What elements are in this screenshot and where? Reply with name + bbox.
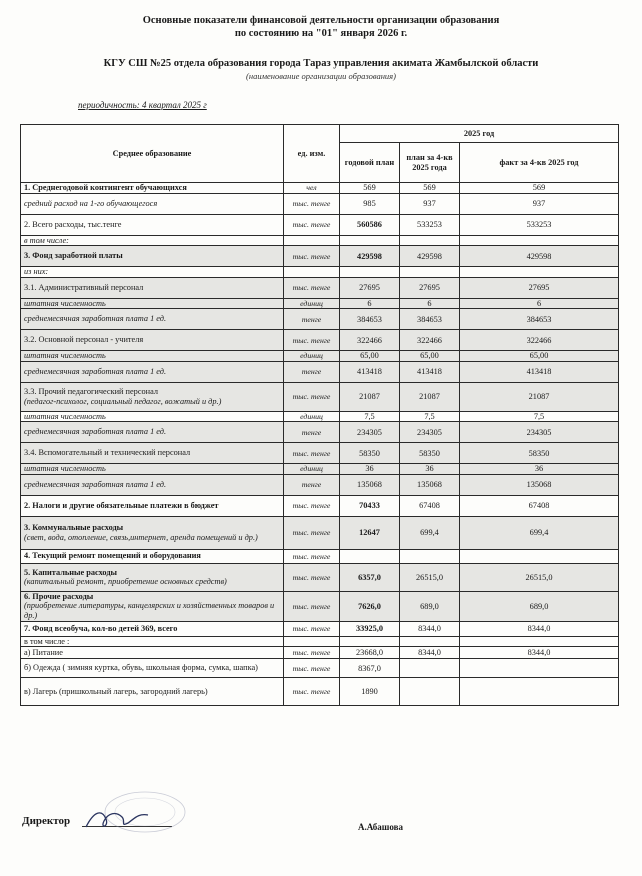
row-annual-plan: 36 xyxy=(340,464,400,475)
row-quarter-plan: 36 xyxy=(400,464,460,475)
row-quarter-plan: 67408 xyxy=(400,495,460,516)
row-quarter-fact: 322466 xyxy=(460,330,619,351)
row-annual-plan: 21087 xyxy=(340,382,400,411)
row-quarter-plan: 8344,0 xyxy=(400,621,460,636)
row-name-text: штатная численность xyxy=(24,464,106,473)
row-quarter-plan: 429598 xyxy=(400,246,460,267)
table-row xyxy=(21,183,619,194)
table-row xyxy=(21,330,619,351)
row-annual-plan xyxy=(340,636,400,647)
row-name xyxy=(21,563,284,591)
row-quarter-fact: 58350 xyxy=(460,443,619,464)
table-row xyxy=(21,591,619,621)
row-quarter-fact: 699,4 xyxy=(460,516,619,549)
director-name: А.Абашова xyxy=(358,822,404,832)
row-name xyxy=(21,678,284,706)
row-name xyxy=(21,636,284,647)
row-annual-plan: 23668,0 xyxy=(340,647,400,659)
row-name-detail: (педагог-психолог, социальный педагог, вожатый и др.) xyxy=(24,396,222,406)
table-row xyxy=(21,277,619,298)
row-annual-plan: 65,00 xyxy=(340,351,400,362)
row-name-text: штатная численность xyxy=(24,298,106,308)
row-name-text: в том числе : xyxy=(24,636,70,646)
row-name-text: 3.4. Вспомогательный и технический персонал xyxy=(24,448,191,458)
row-name xyxy=(21,621,284,636)
row-unit: тыс. тенге xyxy=(284,678,340,706)
row-quarter-plan xyxy=(400,549,460,563)
row-unit: тыс. тенге xyxy=(284,443,340,464)
row-name xyxy=(21,591,284,621)
header-col-plan: план за 4-кв 2025 года xyxy=(400,143,460,183)
table-row xyxy=(21,298,619,309)
table-row xyxy=(21,193,619,214)
periodicity: периодичность: 4 квартал 2025 г xyxy=(78,100,207,110)
row-name xyxy=(21,235,284,246)
row-quarter-plan: 135068 xyxy=(400,474,460,495)
row-unit xyxy=(284,636,340,647)
table-row xyxy=(21,659,619,678)
row-name xyxy=(21,443,284,464)
table-row xyxy=(21,235,619,246)
row-quarter-plan xyxy=(400,267,460,278)
row-quarter-plan: 21087 xyxy=(400,382,460,411)
row-name-text: 3.3. Прочий педагогический персонал xyxy=(24,387,158,396)
row-unit: тенге xyxy=(284,361,340,382)
row-quarter-fact: 135068 xyxy=(460,474,619,495)
row-unit: тыс. тенге xyxy=(284,277,340,298)
row-unit: тыс. тенге xyxy=(284,549,340,563)
row-name xyxy=(21,351,284,362)
row-quarter-fact: 569 xyxy=(460,183,619,194)
row-name-text: 1. Среднегодовой контингент обучающихся xyxy=(24,183,187,192)
row-name xyxy=(21,659,284,678)
row-quarter-fact: 234305 xyxy=(460,422,619,443)
table-body xyxy=(21,183,619,706)
row-name xyxy=(21,422,284,443)
row-quarter-fact: 429598 xyxy=(460,246,619,267)
header-col-fact: факт за 4-кв 2025 год xyxy=(460,143,619,183)
row-name xyxy=(21,309,284,330)
row-unit: единиц xyxy=(284,464,340,475)
row-quarter-fact: 533253 xyxy=(460,214,619,235)
row-quarter-plan xyxy=(400,659,460,678)
row-annual-plan: 429598 xyxy=(340,246,400,267)
table-row xyxy=(21,474,619,495)
row-unit: тыс. тенге xyxy=(284,495,340,516)
row-unit: тыс. тенге xyxy=(284,246,340,267)
table-row xyxy=(21,621,619,636)
row-name xyxy=(21,361,284,382)
row-name xyxy=(21,647,284,659)
director-signature xyxy=(82,805,152,835)
row-name-text: 6. Прочие расходы xyxy=(24,591,94,601)
row-name xyxy=(21,516,284,549)
row-name-text: среднемесячная заработная плата 1 ед. xyxy=(24,314,167,324)
row-quarter-plan xyxy=(400,678,460,706)
row-annual-plan: 7626,0 xyxy=(340,591,400,621)
row-name-text: 3. Фонд заработной платы xyxy=(24,251,123,261)
row-annual-plan: 413418 xyxy=(340,361,400,382)
row-unit: единиц xyxy=(284,351,340,362)
row-unit: тыс. тенге xyxy=(284,193,340,214)
row-quarter-plan: 8344,0 xyxy=(400,647,460,659)
table-row xyxy=(21,309,619,330)
table-row xyxy=(21,678,619,706)
table-row xyxy=(21,246,619,267)
row-name xyxy=(21,549,284,563)
row-annual-plan: 8367,0 xyxy=(340,659,400,678)
title-line-2: по состоянию на "01" января 2026 г. xyxy=(234,28,408,39)
row-quarter-plan: 689,0 xyxy=(400,591,460,621)
row-annual-plan: 135068 xyxy=(340,474,400,495)
row-annual-plan: 27695 xyxy=(340,277,400,298)
row-name-text: 3.1. Административный персонал xyxy=(24,282,144,292)
row-name xyxy=(21,495,284,516)
row-quarter-fact: 8344,0 xyxy=(460,621,619,636)
row-quarter-plan: 533253 xyxy=(400,214,460,235)
row-quarter-fact: 26515,0 xyxy=(460,563,619,591)
row-unit: тыс. тенге xyxy=(284,591,340,621)
row-name-text: 3. Коммунальные расходы xyxy=(24,523,124,532)
table-row xyxy=(21,464,619,475)
row-name-text: а) Питание xyxy=(24,647,63,657)
row-name-detail: (свет, вода, отопление, связь,интернет, аренда помещений и др.) xyxy=(24,532,258,542)
row-quarter-plan: 26515,0 xyxy=(400,563,460,591)
director-label: Директор xyxy=(22,815,71,827)
row-name-text: из них: xyxy=(24,267,49,276)
row-quarter-fact xyxy=(460,549,619,563)
table-row xyxy=(21,351,619,362)
row-name-text: в том числе: xyxy=(24,235,69,245)
row-quarter-fact: 7,5 xyxy=(460,411,619,422)
table-row xyxy=(21,516,619,549)
row-name-text: 5. Капитальные расходы xyxy=(24,567,118,577)
row-name-text: 3.2. Основной персонал - учителя xyxy=(24,335,144,345)
row-name xyxy=(21,267,284,278)
row-quarter-fact xyxy=(460,678,619,706)
row-annual-plan: 384653 xyxy=(340,309,400,330)
row-name xyxy=(21,464,284,475)
row-quarter-fact: 67408 xyxy=(460,495,619,516)
row-annual-plan: 560586 xyxy=(340,214,400,235)
row-quarter-fact: 8344,0 xyxy=(460,647,619,659)
row-quarter-plan: 569 xyxy=(400,183,460,194)
row-name xyxy=(21,382,284,411)
table-row xyxy=(21,214,619,235)
table-row xyxy=(21,267,619,278)
row-unit: тыс. тенге xyxy=(284,330,340,351)
row-annual-plan xyxy=(340,235,400,246)
row-annual-plan xyxy=(340,549,400,563)
row-quarter-fact: 65,00 xyxy=(460,351,619,362)
row-annual-plan: 985 xyxy=(340,193,400,214)
row-unit xyxy=(284,267,340,278)
row-name-text: б) Одежда ( зимняя куртка, обувь, школьная форма, сумка, шапка) xyxy=(24,663,258,673)
row-annual-plan: 12647 xyxy=(340,516,400,549)
row-name-text: штатная численность xyxy=(24,411,106,421)
table-row xyxy=(21,495,619,516)
row-name-text: среднемесячная заработная плата 1 ед. xyxy=(24,427,167,437)
row-quarter-plan: 7,5 xyxy=(400,411,460,422)
row-name xyxy=(21,193,284,214)
row-quarter-plan: 937 xyxy=(400,193,460,214)
row-name-detail: (приобретение литературы, канцелярских и хозяйственных товаров и др.) xyxy=(24,601,275,620)
row-annual-plan: 33925,0 xyxy=(340,621,400,636)
row-name xyxy=(21,277,284,298)
row-name xyxy=(21,474,284,495)
row-annual-plan: 322466 xyxy=(340,330,400,351)
row-name-text: 4. Текущий ремонт помещений и оборудования xyxy=(24,551,201,561)
row-name-text: 7. Фонд всеобуча, кол-во детей 369, всего xyxy=(24,623,178,633)
row-quarter-plan: 322466 xyxy=(400,330,460,351)
row-name-text: 2. Всего расходы, тыс.тенге xyxy=(24,219,122,229)
table-row xyxy=(21,422,619,443)
row-unit: единиц xyxy=(284,411,340,422)
row-quarter-plan: 413418 xyxy=(400,361,460,382)
organization-caption: (наименование организации образования) xyxy=(246,71,396,81)
row-quarter-fact: 937 xyxy=(460,193,619,214)
row-annual-plan: 70433 xyxy=(340,495,400,516)
table-row xyxy=(21,549,619,563)
header-year-group: 2025 год xyxy=(340,125,619,143)
row-name-detail: (капитальный ремонт, приобретение основных средств) xyxy=(24,577,227,586)
row-unit: единиц xyxy=(284,298,340,309)
row-quarter-plan: 27695 xyxy=(400,277,460,298)
row-name-text: в) Лагерь (пришкольный лагерь, загородний лагерь) xyxy=(24,686,208,696)
row-quarter-plan: 65,00 xyxy=(400,351,460,362)
row-quarter-fact: 413418 xyxy=(460,361,619,382)
row-unit: чел xyxy=(284,183,340,194)
row-unit: тыс. тенге xyxy=(284,647,340,659)
row-name-text: среднемесячная заработная плата 1 ед. xyxy=(24,479,167,489)
document-title xyxy=(0,14,642,40)
row-quarter-plan: 234305 xyxy=(400,422,460,443)
table-row xyxy=(21,361,619,382)
row-quarter-fact xyxy=(460,659,619,678)
row-quarter-fact: 689,0 xyxy=(460,591,619,621)
row-unit: тенге xyxy=(284,474,340,495)
table-row xyxy=(21,411,619,422)
organization-name: КГУ СШ №25 отдела образования города Тараз управления акимата Жамбылской области xyxy=(103,58,539,69)
title-line-1: Основные показатели финансовой деятельности организации образования xyxy=(142,15,500,26)
row-unit: тыс. тенге xyxy=(284,563,340,591)
table-row xyxy=(21,636,619,647)
row-name-text: штатная численность xyxy=(24,351,106,360)
row-unit xyxy=(284,235,340,246)
row-quarter-plan xyxy=(400,235,460,246)
row-quarter-fact: 21087 xyxy=(460,382,619,411)
table-row xyxy=(21,382,619,411)
row-quarter-fact: 6 xyxy=(460,298,619,309)
row-annual-plan: 6357,0 xyxy=(340,563,400,591)
row-quarter-plan: 699,4 xyxy=(400,516,460,549)
row-name xyxy=(21,183,284,194)
row-annual-plan: 7,5 xyxy=(340,411,400,422)
table-row xyxy=(21,443,619,464)
row-unit: тыс. тенге xyxy=(284,214,340,235)
row-quarter-fact: 36 xyxy=(460,464,619,475)
row-unit: тыс. тенге xyxy=(284,382,340,411)
header-col-annual: годовой план xyxy=(340,143,400,183)
row-quarter-plan: 58350 xyxy=(400,443,460,464)
row-unit: тыс. тенге xyxy=(284,659,340,678)
table-header-row xyxy=(21,125,619,143)
row-quarter-fact: 384653 xyxy=(460,309,619,330)
row-unit: тыс. тенге xyxy=(284,516,340,549)
row-name xyxy=(21,214,284,235)
row-quarter-plan: 384653 xyxy=(400,309,460,330)
row-quarter-plan: 6 xyxy=(400,298,460,309)
row-annual-plan xyxy=(340,267,400,278)
row-annual-plan: 1890 xyxy=(340,678,400,706)
row-name xyxy=(21,330,284,351)
row-annual-plan: 58350 xyxy=(340,443,400,464)
row-quarter-fact: 27695 xyxy=(460,277,619,298)
row-name-text: 2. Налоги и другие обязательные платежи в бюджет xyxy=(24,500,219,510)
row-annual-plan: 569 xyxy=(340,183,400,194)
row-unit: тенге xyxy=(284,422,340,443)
row-quarter-plan xyxy=(400,636,460,647)
row-name xyxy=(21,298,284,309)
row-name-text: среднемесячная заработная плата 1 ед. xyxy=(24,366,167,376)
table-row xyxy=(21,647,619,659)
row-name xyxy=(21,411,284,422)
row-name xyxy=(21,246,284,267)
row-quarter-fact xyxy=(460,267,619,278)
header-col-name: Среднее образование xyxy=(21,125,284,183)
table-row xyxy=(21,563,619,591)
row-quarter-fact xyxy=(460,636,619,647)
row-unit: тенге xyxy=(284,309,340,330)
header-col-unit: ед. изм. xyxy=(284,125,340,183)
row-name-text: средний расход на 1-го обучающегося xyxy=(24,198,158,208)
financial-indicators-table xyxy=(20,124,619,706)
row-quarter-fact xyxy=(460,235,619,246)
row-annual-plan: 6 xyxy=(340,298,400,309)
row-annual-plan: 234305 xyxy=(340,422,400,443)
row-unit: тыс. тенге xyxy=(284,621,340,636)
